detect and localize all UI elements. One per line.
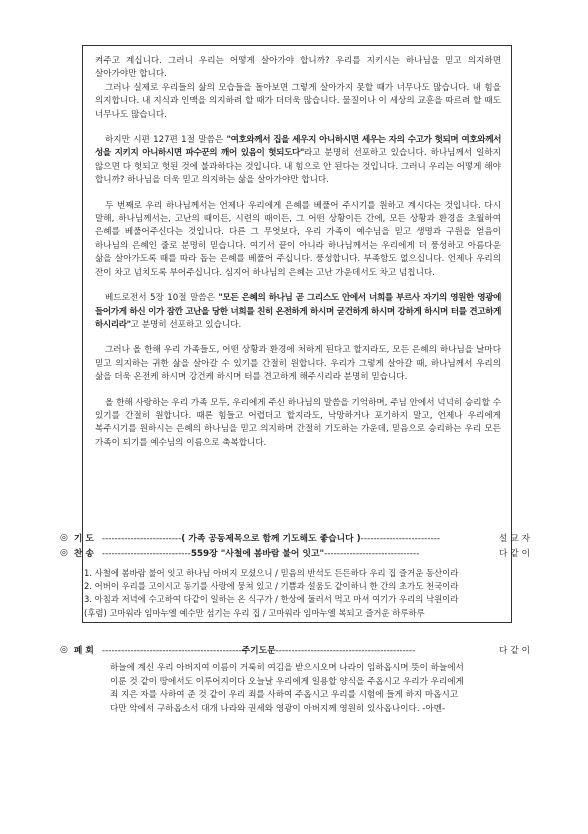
lords-prayer — [110, 662, 530, 716]
prayer-line-2: 이룬 것 같이 땅에서도 이루어지이다 오늘날 우리에게 일용할 양식을 주옵시고 우리가 우리에게 — [110, 676, 464, 687]
prayer-line-3: 죄 지은 자를 사하여 준 것 같이 우리 죄를 사하여 주옵시고 우리를 시험에 들게 하지 마옵시고 — [110, 690, 459, 701]
hymn-verse-1: 1. 사철에 봄바람 불어 잇고 하나님 아버지 모셨으니 / 믿음의 반석도 든든하다 우리 집 즐거운 동산이라 — [84, 568, 459, 578]
bullet-circle: ◎ — [60, 644, 68, 655]
hymn-chorus: (후렴) 고마워라 임마누엘 예수만 섬기는 우리 집 / 고마워라 임마누엘 복되고 즐거운 하루하루 — [84, 607, 425, 618]
bullet-circle: ◎ — [60, 532, 68, 543]
sermon-paragraph: 그러나 실제로 우리들의 삶의 모습들을 돌아보면 그렇게 살아가지 못할 때가 너무나도 많습니다. 내 힘을 의지합니다. 내 지식과 인맥을 의지하려 할 때가 더더욱 많습니다. 물질이나 이 세상의 교훈을 따르려 할 때도 너무나도 많습니다. — [95, 82, 501, 120]
closing-row — [60, 643, 530, 656]
closing-label: 폐 회 — [73, 646, 94, 656]
dashes-left: ------------------------- — [101, 534, 182, 544]
peter-intro: 베드로전서 5장 10절 말씀은 — [105, 293, 215, 304]
dashes-left: -------------------------------------------- — [101, 646, 242, 656]
sermon-paragraph-psalm — [95, 134, 501, 188]
dashes-right: ------------------------------ — [324, 549, 420, 559]
dashes-right: ------------------------- — [360, 534, 441, 544]
closing-line — [102, 643, 493, 656]
hymn-line — [102, 546, 493, 559]
sermon-paragraph-peter — [95, 292, 501, 332]
sermon-paragraph: 켜주고 계십니다. 그러니 우리는 어떻게 살아가야 합니까? 우리를 지키시는 하나님을 믿고 의지하면 살아가야만 합니다. — [95, 56, 501, 80]
prayer-row — [60, 531, 530, 544]
hymn-label: 찬 송 — [73, 549, 94, 559]
psalm-intro: 하지만 시편 127편 1절 말씀은 — [105, 135, 224, 146]
dashes-left: ---------------------------- — [101, 549, 191, 559]
sermon-paragraph: 올 한해 사랑하는 우리 가족 모두, 우리에게 주신 하나님의 말씀을 기억하며, 주님 안에서 넉넉히 승리할 수 있기를 간절히 원합니다. 때론 힘들고 어렵더고 할지라도, 낙망하거나 포기하지 말고, 언제나 우리에게 복주시기를 원하시는 은혜의 하나님을 믿고 의지하며 간절히 기도하는 가운데, 믿음으로 승리하는 우리 모든 가족이 되기를 예수님의 이름으로 축복합니다. — [95, 397, 501, 448]
prayer-line-4: 다만 악에서 구하옵소서 대개 나라와 권세와 영광이 아버지께 영원히 있사옵나이다. -아멘- — [110, 703, 446, 714]
sermon-paragraph: 두 번째로 우리 하나님께서는 언제나 우리에게 은혜를 베풀어 주시기를 원하고 계시다는 것입니다. 다시 말해, 하나님께서는, 고난의 때이든, 시련의 때이든, 그 어떤 상황이든 간에, 모든 상황과 환경을 초월하여 은혜를 베풀어주신다는 것입니다. 다른 그 무엇보다, 우리 가족이 예수님을 믿고 생명과 구원을 얻음이 하나님의 은혜인 줄로 분명히 믿습니다. 여기서 끝이 아니라 하나님께서는 우리에게 더 풍성하고 아름다운 삶을 살아가도록 때를 따라 돕는 은혜를 베풀어 주십니다. 풍성합니다. 부족함도 없으십니다. 언제나 우리의 잔이 차고 넘치도록 부어주십니다. 심지어 하나님의 은혜는 고난 가운데서도 차고 넘칩니다. — [95, 200, 501, 278]
closing-text: 주기도문 — [241, 646, 276, 656]
prayer-line — [102, 531, 493, 544]
closing-tail: 다 같 이 — [498, 646, 530, 656]
prayer-line-1: 하늘에 계신 우리 아버지여 이름이 거룩히 여김을 받으시오며 나라이 임하옵시며 뜻이 하늘에서 — [110, 663, 464, 673]
peter-verse: "모든 은혜의 하나님 곧 그리스도 안에서 너희를 부르사 자기의 영원한 영광에 들어가게 하신 이가 잠깐 고난을 당한 너희를 친히 온전하게 하시며 굳건하게 하시며 강하게 하시며 터를 견고하게 하시리라" — [95, 293, 501, 330]
peter-after: 고 분명히 선포하고 있습니다. — [130, 319, 242, 330]
dashes-right: -------------------------------------------- — [275, 646, 416, 656]
hymn-lyrics — [84, 567, 524, 620]
bullet-circle: ◎ — [60, 547, 68, 558]
hymn-row — [60, 546, 530, 559]
hymn-tail: 다 같 이 — [498, 549, 530, 559]
prayer-label: 기 도 — [73, 534, 94, 544]
prayer-text: ( 가족 공동제목으로 함께 기도해도 좋습니다 ) — [181, 534, 361, 544]
prayer-tail: 설 교 자 — [498, 534, 530, 544]
psalm-after: 라고 분명히 선포하고 있습니다. 하나님께서 일하지 않으면 다 헛되고 헛된 것에 불과하다는 것입니다. 내 힘으로 안 된다는 것입니다. 그러니 우리는 어떻게 해야 합니까? 하나님을 더욱 믿고 의지하는 삶을 살아가야만 합니다. — [95, 148, 501, 186]
hymn-verse-3: 3. 아침과 저녁에 수고하여 다같이 일하는 온 식구가 / 한상에 둘러서 먹고 마셔 여기가 우리의 낙원이라 — [84, 594, 459, 605]
hymn-verse-2: 2. 어버이 우리를 고이시고 동기를 사랑에 뭉쳐 있고 / 기쁨과 설움도 같이하니 한 간의 초가도 천국이라 — [84, 581, 459, 592]
sermon-paragraph: 그러나 올 한해 우리 가족들도, 어떤 상황과 환경에 처하게 된다고 할지라도, 모든 은혜의 하나님을 날마다 믿고 의지하는 귀한 삶을 살아갈 수 있기를 간절히 원합니다. 우리가 그렇게 살아갈 때, 하나님께서 우리의 삶을 더욱 온전케 하시며 강건케 하시며 터를 견고하게 해주시리라 분명히 믿습니다. — [95, 345, 501, 383]
hymn-title: 559장 "사철에 봄바람 불어 잇고" — [190, 549, 325, 559]
psalm-verse: "여호와께서 집을 세우지 아니하시면 세우는 자의 수고가 헛되며 여호와께서 성을 지키지 아니하시면 파수꾼의 깨어 있음이 헛되도다" — [95, 135, 501, 159]
